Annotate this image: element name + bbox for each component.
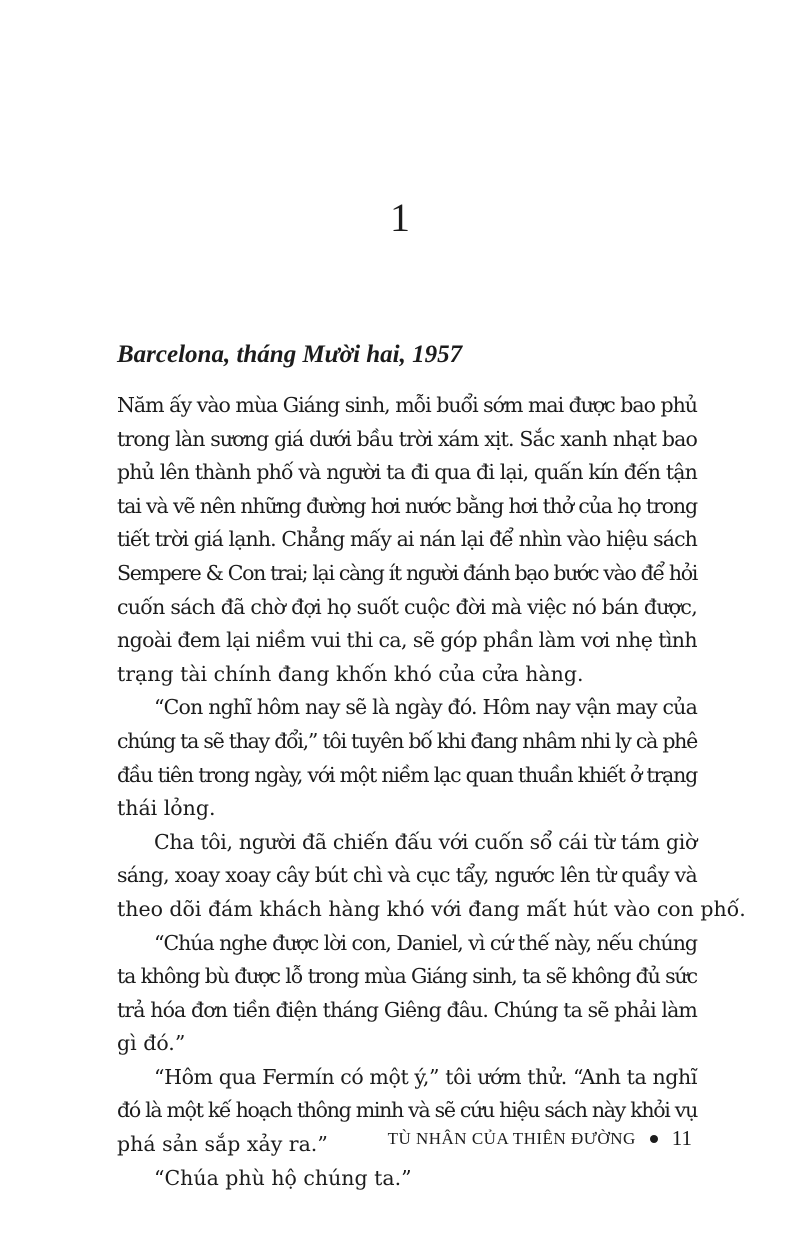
text-line: sáng, xoay xoay cây bút chì và cục tẩy, ngước lên từ quầy và — [117, 863, 697, 888]
paragraph — [117, 691, 697, 825]
text-line: “Con nghĩ hôm nay sẽ là ngày đó. Hôm nay vận may của — [154, 695, 697, 720]
text-line: tai và vẽ nên những đường hơi nước bằng hơi thở của họ trong — [117, 493, 697, 518]
text-line: ta không bù được lỗ trong mùa Giáng sinh, ta sẽ không đủ sức — [117, 964, 697, 989]
bullet-separator-icon — [650, 1135, 658, 1143]
text-line: Sempere & Con trai; lại càng ít người đánh bạo bước vào để hỏi — [117, 560, 697, 585]
text-line: “Chúa phù hộ chúng ta.” — [154, 1165, 412, 1190]
text-line: cuốn sách đã chờ đợi họ suốt cuộc đời mà việc nó bán được, — [117, 594, 697, 619]
text-line: ngoài đem lại niềm vui thi ca, sẽ góp phần làm vơi nhẹ tình — [117, 628, 697, 653]
body-text — [117, 389, 746, 1195]
text-line: tiết trời giá lạnh. Chẳng mấy ai nán lại để nhìn vào hiệu sách — [117, 527, 697, 552]
text-line: Năm ấy vào mùa Giáng sinh, mỗi buổi sớm mai được bao phủ — [117, 393, 697, 417]
paragraph — [117, 826, 746, 927]
text-line: phá sản sắp xảy ra.” — [117, 1132, 328, 1157]
page-footer — [388, 1126, 692, 1151]
paragraph — [117, 1162, 697, 1196]
text-line: chúng ta sẽ thay đổi,” tôi tuyên bố khi đang nhâm nhi ly cà phê — [117, 728, 697, 753]
running-title: TÙ NHÂN CỦA THIÊN ĐƯỜNG — [387, 1128, 636, 1148]
text-line: trong làn sương giá dưới bầu trời xám xịt. Sắc xanh nhạt bao — [117, 426, 697, 451]
page-number: 11 — [671, 1126, 692, 1150]
paragraph — [117, 389, 697, 691]
text-line: thái lỏng. — [117, 796, 216, 821]
text-line: “Hôm qua Fermín có một ý,” tôi ướm thử. “Anh ta nghĩ — [154, 1064, 697, 1089]
text-line: đầu tiên trong ngày, với một niềm lạc quan thuần khiết ở trạng — [117, 762, 697, 787]
text-line: trạng tài chính đang khốn khó của cửa hàng. — [117, 661, 584, 686]
text-line: phủ lên thành phố và người ta đi qua đi lại, quấn kín đến tận — [117, 460, 697, 485]
paragraph — [117, 927, 697, 1061]
location-dateline: Barcelona, tháng Mười hai, 1957 — [117, 341, 463, 368]
text-line: gì đó.” — [117, 1031, 186, 1056]
text-line: “Chúa nghe được lời con, Daniel, vì cứ thế này, nếu chúng — [154, 930, 697, 955]
text-line: đó là một kế hoạch thông minh và sẽ cứu hiệu sách này khỏi vụ — [117, 1098, 697, 1123]
text-line: trả hóa đơn tiền điện tháng Giêng đâu. Chúng ta sẽ phải làm — [117, 997, 697, 1022]
text-line: theo dõi đám khách hàng khó với đang mất hút vào con phố. — [117, 896, 746, 921]
text-line: Cha tôi, người đã chiến đấu với cuốn sổ cái từ tám giờ — [154, 829, 697, 854]
chapter-number: 1 — [390, 195, 410, 240]
